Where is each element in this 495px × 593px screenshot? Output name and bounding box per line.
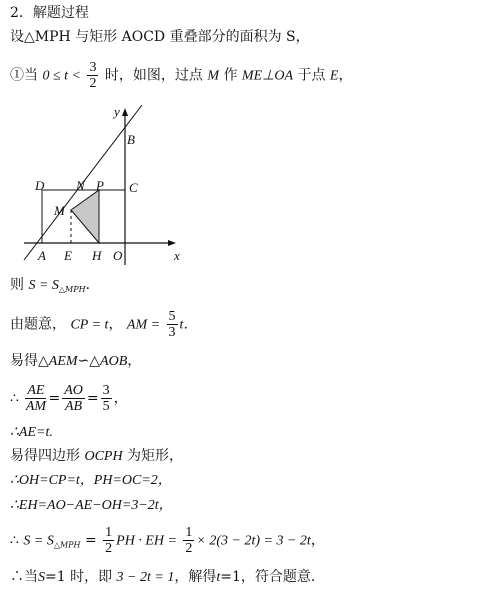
label-o: O <box>113 248 123 263</box>
section-heading: 2．解题过程 <box>10 5 89 21</box>
comma: ， <box>310 532 325 549</box>
therefore: ∴ <box>10 532 19 549</box>
period: ． <box>85 277 100 293</box>
ae-line: ∴AE=t. <box>10 425 53 440</box>
given-line <box>10 309 197 340</box>
eh-line: ∴EH=AO−AE−OH=3−2t， <box>10 498 173 513</box>
fraction-one-half-2: $\frac{1}{2}$ <box>185 525 193 556</box>
ratio-line: ∴ $\frac{AE}{AM}$ = $\frac{AO}{AB}$ = $\frac{3}{5}$ ， <box>10 383 128 414</box>
label-y: y <box>114 104 120 119</box>
therefore: ∴ <box>10 390 19 407</box>
oh-line: ∴OH=CP=t，PH=OC=2， <box>10 473 172 488</box>
comma: ， <box>108 316 123 333</box>
rect-text: 易得四边形 <box>10 448 80 464</box>
label-p: P <box>96 178 104 193</box>
comma: ， <box>127 353 142 369</box>
setup-line: 设△MPH 与矩形 AOCD 重叠部分的面积为 S， <box>10 29 310 45</box>
point-m: M <box>207 68 220 84</box>
case-text-2: 作 <box>223 67 238 84</box>
perp-expr: ME⊥OA <box>241 68 293 84</box>
t-var: t <box>216 570 221 585</box>
label-e: E <box>64 248 72 263</box>
case-text-3: 于点 <box>297 67 326 84</box>
fraction-three-fifths: $\frac{3}{5}$ <box>102 383 110 414</box>
quad-ocph: OCPH <box>84 449 123 464</box>
similar-symbol: ∽△ <box>77 353 101 369</box>
am-eq: AM = <box>126 317 161 333</box>
cp-eq: CP = t <box>70 317 109 333</box>
solve-text: =1 时，即 <box>45 569 113 585</box>
s-var: S <box>38 570 45 585</box>
fraction-one-half: $\frac{1}{2}$ <box>105 525 113 556</box>
label-m: M <box>54 203 65 218</box>
similar-text: 易得△ <box>10 353 49 369</box>
solve-line <box>10 568 325 587</box>
then-text: 则 <box>10 277 24 293</box>
rect-text-2: 为矩形， <box>127 448 184 464</box>
geometry-figure <box>14 100 194 265</box>
area-calc-line <box>10 525 325 556</box>
given-text: 由题意， <box>10 316 66 333</box>
triangle-aob: AOB <box>100 354 128 369</box>
overlap-triangle <box>71 190 99 243</box>
equation: 3 − 2t = 1 <box>116 570 175 585</box>
label-c: C <box>129 180 138 195</box>
comma: ， <box>113 390 128 407</box>
label-x: x <box>174 248 180 263</box>
s-expr: S = S <box>23 533 54 549</box>
result-expr: × 2(3 − 2t) = 3 − 2t <box>196 533 311 549</box>
fraction-five-thirds: $\frac{5}{3}$ <box>168 309 176 340</box>
solve-text-2: ，解得 <box>174 569 217 585</box>
t-range: 0 ≤ t < <box>42 68 81 84</box>
rectangle-line <box>10 447 183 466</box>
x-axis-arrow <box>168 240 176 246</box>
conclusion: =1，符合题意． <box>220 569 325 585</box>
point-e: E <box>329 68 339 84</box>
case-text: 时，如图，过点 <box>104 67 203 84</box>
ph-eh-expr: PH · EH = <box>116 533 177 549</box>
label-d: D <box>35 178 45 193</box>
y-axis-arrow <box>122 108 128 116</box>
label-n: N <box>76 178 85 193</box>
case-one-line <box>10 60 352 91</box>
t-var: t． <box>179 317 198 333</box>
area-def-line <box>10 276 100 299</box>
s-subscript: △MPH <box>53 540 81 550</box>
fraction-ao-ab: $\frac{AO}{AB}$ <box>64 383 83 414</box>
equals: = <box>84 532 97 549</box>
s-expr: S = S <box>28 278 59 293</box>
label-a: A <box>38 248 46 263</box>
s-subscript: △MPH <box>58 285 86 294</box>
similar-line <box>10 352 141 371</box>
label-h: H <box>92 248 102 263</box>
case-prefix: ①当 <box>10 67 38 84</box>
fraction-three-halves: $\frac{3}{2}$ <box>89 60 97 91</box>
fraction-ae-am: $\frac{AE}{AM}$ <box>25 383 47 414</box>
triangle-aem: AEM <box>48 354 78 369</box>
when-text: ∴当 <box>10 569 38 585</box>
label-b: B <box>127 132 135 147</box>
comma: ， <box>338 67 353 84</box>
